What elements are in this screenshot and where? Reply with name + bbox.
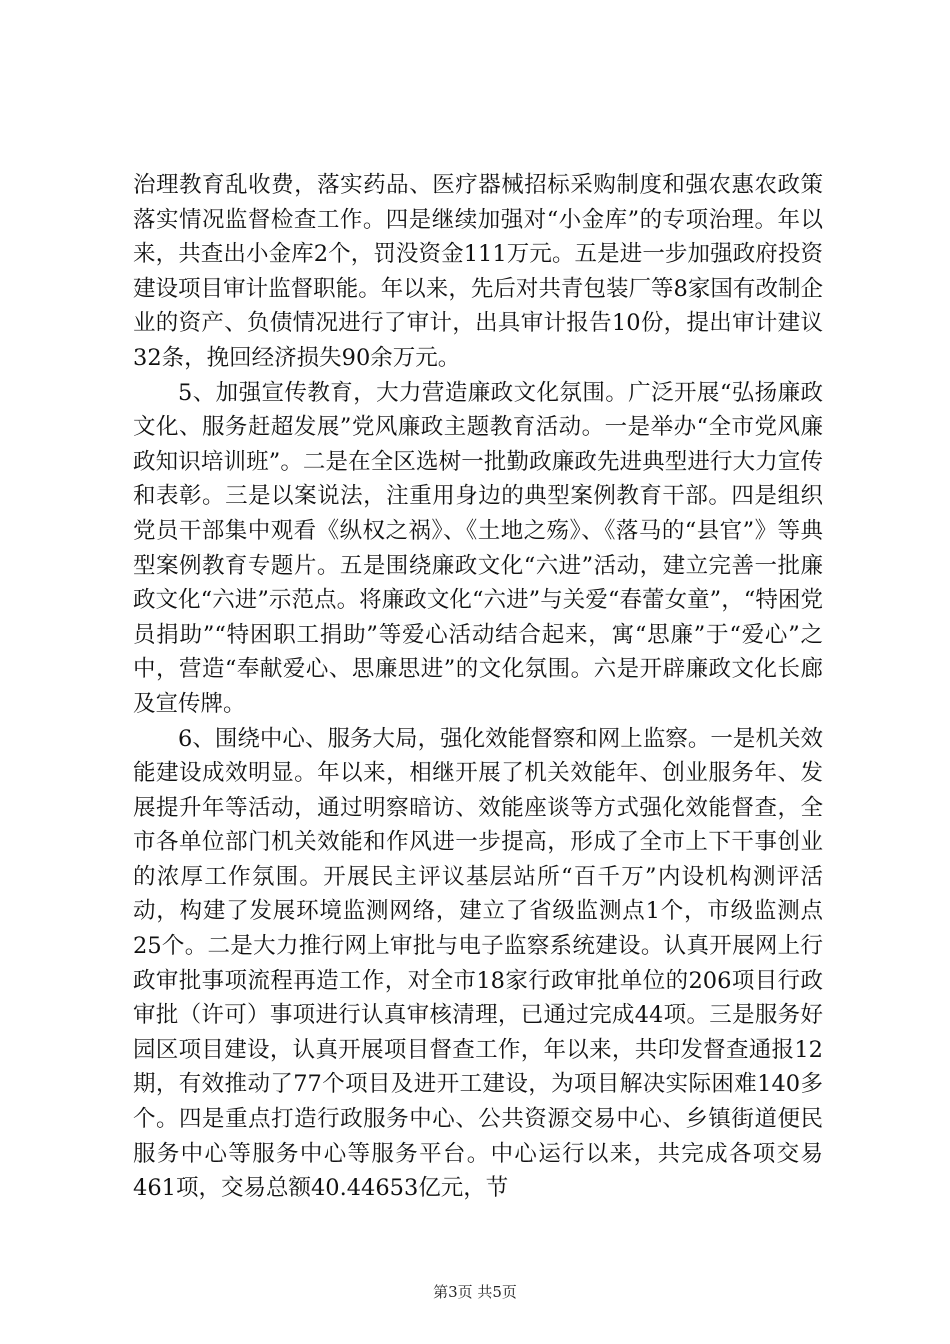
page-number-footer: 第3页 共5页 (433, 1283, 517, 1301)
paragraph-5-publicity-education: 5、加强宣传教育，大力营造廉政文化氛围。广泛开展“弘扬廉政文化、服务赶超发展”党风廉政主题教育活动。一是举办“全市党风廉政知识培训班”。二是在全区选树一批勤政廉政先进典型进行大力宣传和表彰。三是以案说法，注重用身边的典型案例教育干部。四是组织党员干部集中观看《纵权之祸》、《土地之殇》、《落马的“县官”》等典型案例教育专题片。五是围绕廉政文化“六进”活动，建立完善一批廉政文化“六进”示范点。将廉政文化“六进”与关爱“春蕾女童”，“特困党员捐助”“特困职工捐助”等爱心活动结合起来，寓“思廉”于“爱心”之中，营造“奉献爱心、思廉思进”的文化氛围。六是开辟廉政文化长廊及宣传牌。 (133, 379, 823, 717)
paragraph-continued: 治理教育乱收费，落实药品、医疗器械招标采购制度和强农惠农政策落实情况监督检查工作。四是继续加强对“小金库”的专项治理。年以来，共查出小金库2个，罚没资金111万元。五是进一步加强政府投资建设项目审计监督职能。年以来，先后对共青包装厂等8家国有改制企业的资产、负债情况进行了审计，出具审计报告10份，提出审计建议32条，挽回经济损失90余万元。 (133, 172, 823, 371)
document-body (133, 168, 823, 1206)
paragraph-6-efficiency-supervision: 6、围绕中心、服务大局，强化效能督察和网上监察。一是机关效能建设成效明显。年以来，相继开展了机关效能年、创业服务年、发展提升年等活动，通过明察暗访、效能座谈等方式强化效能督查，全市各单位部门机关效能和作风进一步提高，形成了全市上下干事创业的浓厚工作氛围。开展民主评议基层站所“百千万”内设机构测评活动，构建了发展环境监测网络，建立了省级监测点1个，市级监测点25个。二是大力推行网上审批与电子监察系统建设。认真开展网上行政审批事项流程再造工作，对全市18家行政审批单位的206项目行政审批（许可）事项进行认真审核清理，已通过完成44项。三是服务好园区项目建设，认真开展项目督查工作，年以来，共印发督查通报12期，有效推动了77个项目及进开工建设，为项目解决实际困难140多个。四是重点打造行政服务中心、公共资源交易中心、乡镇街道便民服务中心等服务中心等服务平台。中心运行以来，共完成各项交易461项，交易总额40.44653亿元，节 (133, 725, 823, 1202)
